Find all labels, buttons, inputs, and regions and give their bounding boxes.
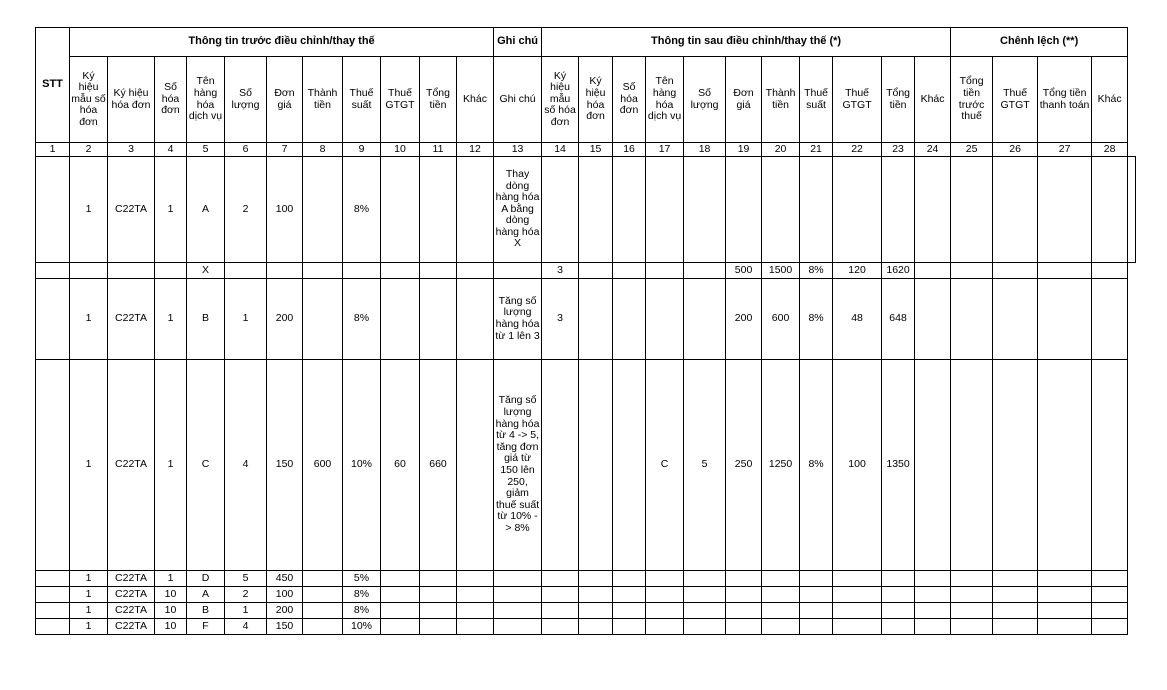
column-header: Tên hàng hóa dịch vụ [187,57,225,143]
table-cell: 1250 [762,360,800,571]
table-cell [457,263,494,279]
table-cell [726,587,762,603]
column-header: Ký hiệu hóa đơn [108,57,155,143]
table-cell [993,263,1038,279]
column-number: 25 [951,143,993,157]
table-cell [951,619,993,635]
table-cell [381,279,420,360]
table-cell [542,619,579,635]
column-header: Khác [915,57,951,143]
table-cell [993,619,1038,635]
table-row [36,157,1136,263]
before-group-header: Thông tin trước điều chỉnh/thay thế [70,28,494,57]
table-cell [303,279,343,360]
column-number: 2 [70,143,108,157]
table-cell: 600 [303,360,343,571]
note-group-header: Ghi chú [494,28,542,57]
table-cell: 1 [70,279,108,360]
table-cell [381,263,420,279]
table-cell: 8% [800,360,833,571]
column-number: 11 [420,143,457,157]
column-number: 19 [726,143,762,157]
table-cell [36,157,70,263]
table-cell [646,157,684,263]
table-cell: C22TA [108,360,155,571]
table-cell [36,603,70,619]
table-cell [579,603,613,619]
column-number: 6 [225,143,267,157]
table-cell [726,571,762,587]
table-cell [381,157,420,263]
table-cell [579,263,613,279]
table-cell [420,603,457,619]
table-cell [993,571,1038,587]
table-cell: 10% [343,360,381,571]
table-cell [993,603,1038,619]
table-cell: 8% [343,279,381,360]
table-cell [613,571,646,587]
table-cell [36,571,70,587]
table-cell [1038,360,1092,571]
table-cell: 200 [267,603,303,619]
table-cell: 4 [225,619,267,635]
table-cell: 1 [155,571,187,587]
table-cell [579,587,613,603]
table-cell [646,571,684,587]
note-cell [494,603,542,619]
table-cell: 200 [267,279,303,360]
table-cell: 1 [155,279,187,360]
table-cell [1038,571,1092,587]
table-cell [613,587,646,603]
table-cell [993,360,1038,571]
table-cell [646,603,684,619]
table-cell [267,263,303,279]
column-number: 21 [800,143,833,157]
table-cell: 60 [381,360,420,571]
column-header: Thuế GTGT [381,57,420,143]
table-cell [726,619,762,635]
column-number: 24 [915,143,951,157]
table-cell: C22TA [108,619,155,635]
column-number: 28 [1092,143,1128,157]
table-cell: 1 [70,157,108,263]
table-cell [915,603,951,619]
column-header: Thành tiền [762,57,800,143]
column-header: Số lượng [684,57,726,143]
invoice-adjustment-table [35,27,1136,635]
table-cell: 10 [155,587,187,603]
table-cell: 1 [70,571,108,587]
table-cell [155,263,187,279]
table-cell [833,157,882,263]
table-row [36,571,1136,587]
after-group-header: Thông tin sau điều chỉnh/thay thế (*) [542,28,951,57]
table-cell [613,279,646,360]
table-cell [420,587,457,603]
table-cell [684,279,726,360]
table-cell: 3 [542,279,579,360]
stt-header: STT [36,28,70,143]
table-cell [579,571,613,587]
table-cell [1092,279,1128,360]
column-header: Tổng tiền trước thuế [951,57,993,143]
column-header: Thuế suất [800,57,833,143]
table-cell [1092,157,1128,263]
table-cell: A [187,157,225,263]
column-number: 16 [613,143,646,157]
table-cell [1092,571,1128,587]
note-cell [494,263,542,279]
table-cell [1092,587,1128,603]
column-header: Khác [457,57,494,143]
table-cell [36,263,70,279]
table-cell [915,360,951,571]
column-header: Ký hiệu mẫu số hóa đơn [70,57,108,143]
table-cell [915,587,951,603]
column-number: 27 [1038,143,1092,157]
column-header: Số hóa đơn [613,57,646,143]
table-cell [613,360,646,571]
table-cell: 1500 [762,263,800,279]
table-cell: 4 [225,360,267,571]
table-cell [36,279,70,360]
column-number-row [36,143,1136,157]
table-cell [951,603,993,619]
table-cell: C [646,360,684,571]
table-cell [381,603,420,619]
column-header: Tổng tiền [882,57,915,143]
table-row [36,263,1136,279]
table-cell [882,603,915,619]
table-cell [303,587,343,603]
table-cell [1092,360,1128,571]
table-cell [457,587,494,603]
table-cell: 10% [343,619,381,635]
table-cell [833,571,882,587]
column-header: Tổng tiền thanh toán [1038,57,1092,143]
table-cell: 100 [833,360,882,571]
column-header: Đơn giá [726,57,762,143]
table-cell [951,279,993,360]
column-number: 22 [833,143,882,157]
column-header: Thuế GTGT [833,57,882,143]
table-cell [457,619,494,635]
table-cell [420,157,457,263]
table-cell [457,571,494,587]
table-row [36,360,1136,571]
table-cell [579,279,613,360]
table-cell [993,279,1038,360]
column-header: Khác [1092,57,1128,143]
table-cell: 1 [70,619,108,635]
column-number: 8 [303,143,343,157]
table-cell [1038,619,1092,635]
table-cell: 8% [343,603,381,619]
table-body [36,157,1136,635]
column-number: 10 [381,143,420,157]
table-cell [225,263,267,279]
table-cell [800,619,833,635]
column-number: 18 [684,143,726,157]
column-header: Tổng tiền [420,57,457,143]
table-cell [915,279,951,360]
table-row [36,603,1136,619]
table-cell [951,360,993,571]
table-cell: 500 [726,263,762,279]
table-cell [420,263,457,279]
column-header: Số hóa đơn [155,57,187,143]
table-cell [613,263,646,279]
table-cell: 100 [267,587,303,603]
column-number: 12 [457,143,494,157]
table-cell [915,571,951,587]
table-cell [613,619,646,635]
table-cell: 1 [70,360,108,571]
table-cell [381,571,420,587]
table-cell: 2 [225,157,267,263]
table-cell [646,279,684,360]
note-cell [494,587,542,603]
table-cell [882,587,915,603]
table-cell [457,157,494,263]
table-cell [381,619,420,635]
column-header: Ký hiệu hóa đơn [579,57,613,143]
table-cell [726,157,762,263]
table-cell: 8% [800,263,833,279]
table-cell [542,157,579,263]
table-cell: C [187,360,225,571]
table-cell [108,263,155,279]
table-cell [951,157,993,263]
table-cell [951,263,993,279]
table-cell [542,587,579,603]
column-number: 7 [267,143,303,157]
table-cell [1092,619,1128,635]
column-number: 20 [762,143,800,157]
table-cell [303,619,343,635]
table-cell [762,587,800,603]
table-cell: 1620 [882,263,915,279]
table-cell [457,279,494,360]
table-cell [833,587,882,603]
table-cell [420,619,457,635]
note-cell [494,619,542,635]
table-cell [457,603,494,619]
table-row [36,279,1136,360]
column-header: Tên hàng hóa dịch vụ [646,57,684,143]
table-cell [579,619,613,635]
note-cell: Thay dòng hàng hóa A bằng dòng hàng hóa X [494,157,542,263]
table-cell [303,263,343,279]
table-cell [646,587,684,603]
note-cell [494,571,542,587]
table-cell: 600 [762,279,800,360]
diff-group-header: Chênh lệch (**) [951,28,1128,57]
table-cell: 8% [343,587,381,603]
table-cell: 150 [267,360,303,571]
column-number: 1 [36,143,70,157]
table-cell: 1 [155,360,187,571]
column-number: 5 [187,143,225,157]
table-cell: 660 [420,360,457,571]
table-cell [993,157,1038,263]
table-cell: 10 [155,619,187,635]
column-number: 4 [155,143,187,157]
table-cell [303,571,343,587]
table-cell [951,571,993,587]
column-number: 13 [494,143,542,157]
table-cell: 3 [542,263,579,279]
table-cell: C22TA [108,279,155,360]
table-cell [726,603,762,619]
table-cell [303,157,343,263]
table-cell [800,157,833,263]
table-cell [882,157,915,263]
column-header-row [36,57,1136,143]
table-cell: C22TA [108,587,155,603]
table-cell: 1350 [882,360,915,571]
table-cell [542,360,579,571]
column-header: Ký hiệu mẫu số hóa đơn [542,57,579,143]
table-cell: 1 [155,157,187,263]
table-cell [343,263,381,279]
table-cell: C22TA [108,603,155,619]
table-row [36,587,1136,603]
table-cell [1038,157,1092,263]
table-cell [542,603,579,619]
column-header: Thành tiền [303,57,343,143]
column-header: Ghi chú [494,57,542,143]
table-cell: 5 [225,571,267,587]
table-cell [613,603,646,619]
table-cell: A [187,587,225,603]
table-cell: 450 [267,571,303,587]
table-cell [993,587,1038,603]
table-cell [915,263,951,279]
column-header: Đơn giá [267,57,303,143]
table-cell [579,157,613,263]
table-cell [1038,603,1092,619]
table-cell [1038,263,1092,279]
table-cell: 1 [70,603,108,619]
table-cell [800,587,833,603]
table-cell [36,587,70,603]
column-number: 3 [108,143,155,157]
table-cell [646,619,684,635]
table-cell [684,603,726,619]
table-cell: 200 [726,279,762,360]
table-cell [1038,587,1092,603]
table-cell: 648 [882,279,915,360]
table-cell [833,619,882,635]
table-cell: B [187,279,225,360]
column-number: 26 [993,143,1038,157]
table-cell [684,263,726,279]
table-cell [542,571,579,587]
note-cell: Tăng số lượng hàng hóa từ 4 -> 5, tăng đơn giá từ 150 lên 250, giảm thuế suất từ 10% -> 8% [494,360,542,571]
table-cell: C22TA [108,157,155,263]
table-cell: 250 [726,360,762,571]
table-cell [36,619,70,635]
column-number: 17 [646,143,684,157]
table-cell: D [187,571,225,587]
table-cell: C22TA [108,571,155,587]
table-cell: 8% [800,279,833,360]
table-cell [381,587,420,603]
column-number: 14 [542,143,579,157]
table-cell: 120 [833,263,882,279]
table-cell: 1 [70,587,108,603]
table-cell: 100 [267,157,303,263]
table-cell [762,619,800,635]
table-cell [762,157,800,263]
table-cell [70,263,108,279]
column-number: 23 [882,143,915,157]
table-cell: X [187,263,225,279]
column-header: Thuế suất [343,57,381,143]
column-number: 9 [343,143,381,157]
table-cell [684,619,726,635]
table-cell [684,571,726,587]
table-cell: F [187,619,225,635]
table-cell: 48 [833,279,882,360]
table-cell [684,587,726,603]
table-cell [882,619,915,635]
table-cell [36,360,70,571]
table-cell [1092,603,1128,619]
table-cell: 5 [684,360,726,571]
table-cell: 1 [225,603,267,619]
table-cell [762,603,800,619]
table-cell [303,603,343,619]
column-header: Thuế GTGT [993,57,1038,143]
table-cell [762,571,800,587]
table-cell [457,360,494,571]
table-cell [915,157,951,263]
table-cell [420,571,457,587]
column-number: 15 [579,143,613,157]
table-cell [579,360,613,571]
table-cell [646,263,684,279]
table-cell: B [187,603,225,619]
table-cell [1038,279,1092,360]
table-cell [1092,263,1128,279]
table-cell [684,157,726,263]
table-cell: 1 [225,279,267,360]
table-cell [420,279,457,360]
table-cell [833,603,882,619]
table-cell [915,619,951,635]
table-cell [800,571,833,587]
table-cell: 10 [155,603,187,619]
table-cell: 5% [343,571,381,587]
note-cell: Tăng số lượng hàng hóa từ 1 lên 3 [494,279,542,360]
table-cell [1128,157,1136,263]
table-cell: 8% [343,157,381,263]
table-cell [951,587,993,603]
column-header: Số lượng [225,57,267,143]
table-cell [613,157,646,263]
table-cell: 150 [267,619,303,635]
table-row [36,619,1136,635]
table-cell [882,571,915,587]
table-cell [800,603,833,619]
table-cell: 2 [225,587,267,603]
